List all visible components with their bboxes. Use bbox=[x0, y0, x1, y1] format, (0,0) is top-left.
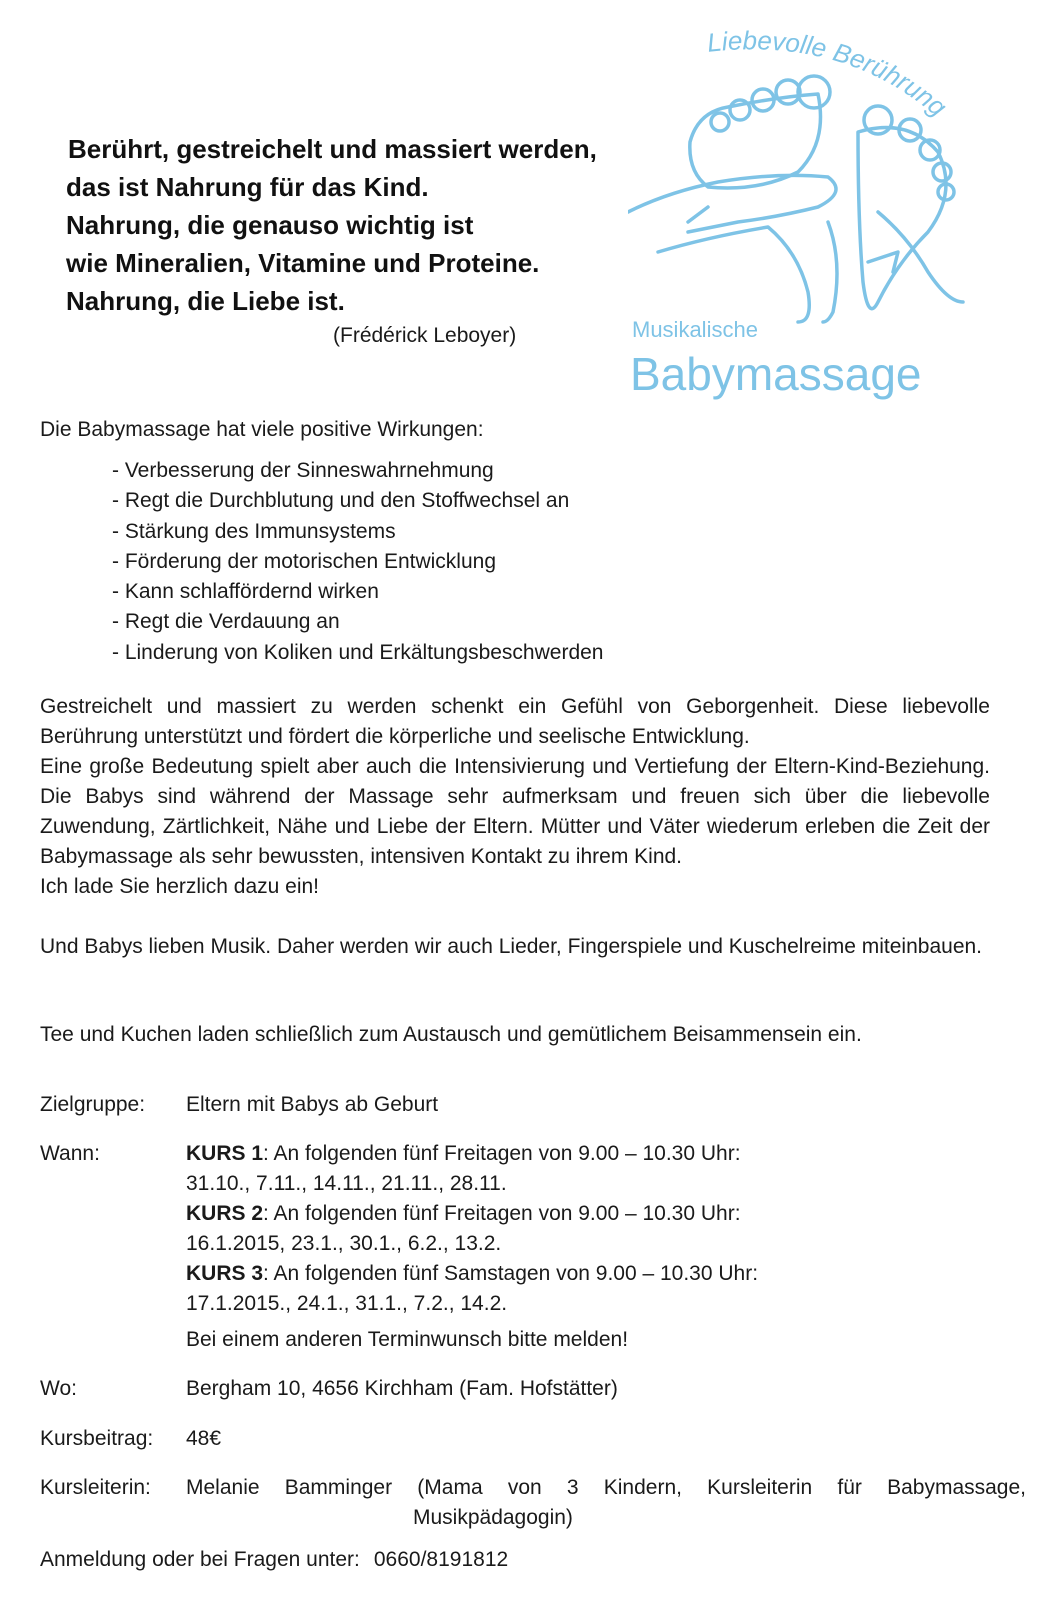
contact-line bbox=[40, 1548, 508, 1572]
quote-line: wie Mineralien, Vitamine und Proteine. bbox=[66, 248, 540, 278]
value-kursbeitrag: 48€ bbox=[186, 1427, 222, 1450]
value-kursleiterin bbox=[186, 1473, 1026, 1533]
logo-top-text: Liebevolle Berührung bbox=[705, 25, 953, 123]
row-kursleiterin bbox=[40, 1473, 1026, 1533]
list-item: - Regt die Verdauung an bbox=[112, 610, 340, 634]
label-kursleiterin: Kursleiterin: bbox=[40, 1476, 151, 1499]
kurs-dates: 31.10., 7.11., 14.11., 21.11., 28.11. bbox=[186, 1172, 507, 1195]
paragraph-geborgenheit bbox=[40, 692, 990, 902]
quote-line: das ist Nahrung für das Kind. bbox=[66, 172, 429, 202]
quote-line: Berührt, gestreichelt und massiert werden, bbox=[68, 134, 597, 164]
paragraph-text: Gestreichelt und massiert zu werden schenkt ein Gefühl von Geborgenheit. Diese liebevolle Berührung unterstützt und fördert die körperliche und seelische Entwicklung. bbox=[40, 695, 990, 748]
row-zielgruppe bbox=[40, 1090, 990, 1120]
leiterin-text: Melanie Bamminger (Mama von 3 Kindern, Kursleiterin für Babymassage, bbox=[186, 1476, 1026, 1499]
kurs-dates: 16.1.2015, 23.1., 30.1., 6.2., 13.2. bbox=[186, 1232, 502, 1255]
paragraph-musik: Und Babys lieben Musik. Daher werden wir auch Lieder, Fingerspiele und Kuschelreime miteinbauen. bbox=[40, 935, 983, 958]
leiterin-text-cont: Musikpädagogin) bbox=[413, 1506, 573, 1529]
row-wann bbox=[40, 1139, 990, 1349]
logo-sub-text: Musikalische bbox=[632, 317, 758, 342]
kurs-2 bbox=[186, 1199, 1026, 1229]
termin-note: Bei einem anderen Terminwunsch bitte melden! bbox=[186, 1328, 629, 1351]
kurs-name: KURS 1 bbox=[186, 1142, 264, 1165]
kurs-3 bbox=[186, 1259, 1026, 1289]
intro-text: Die Babymassage hat viele positive Wirkungen: bbox=[40, 418, 484, 441]
quote-block bbox=[68, 130, 597, 320]
quote-line: Nahrung, die genauso wichtig ist bbox=[66, 210, 474, 240]
label-wann: Wann: bbox=[40, 1142, 100, 1165]
quote-author: (Frédérick Leboyer) bbox=[333, 324, 517, 347]
kurs-1 bbox=[186, 1139, 1026, 1169]
row-kursbeitrag bbox=[40, 1424, 990, 1454]
paragraph-tee: Tee und Kuchen laden schließlich zum Austausch und gemütlichem Beisammensein ein. bbox=[40, 1023, 862, 1046]
list-item: - Kann schlaffördernd wirken bbox=[112, 580, 379, 604]
kurs-name: KURS 3 bbox=[186, 1262, 264, 1285]
logo-main-text: Babymassage bbox=[630, 348, 922, 400]
value-zielgruppe: Eltern mit Babys ab Geburt bbox=[186, 1093, 439, 1116]
value-wann bbox=[186, 1139, 1026, 1355]
kurs-desc: : An folgenden fünf Freitagen von 9.00 – 10.30 Uhr: bbox=[263, 1202, 741, 1225]
kurs-name: KURS 2 bbox=[186, 1202, 264, 1225]
contact-phone: 0660/8191812 bbox=[373, 1548, 509, 1571]
list-item: - Regt die Durchblutung und den Stoffwechsel an bbox=[112, 489, 570, 513]
label-wo: Wo: bbox=[40, 1377, 77, 1400]
label-zielgruppe: Zielgruppe: bbox=[40, 1093, 146, 1116]
quote-line: Nahrung, die Liebe ist. bbox=[66, 286, 345, 316]
paragraph-text: Eine große Bedeutung spielt aber auch die Intensivierung und Vertiefung der Eltern-Kind-Beziehung. Die Babys sind während der Massage sehr aufmerksam und freuen sich über die liebevolle Zuwendung, Zärtlichkeit, Nähe und Liebe der Eltern. Mütter und Väter wiederum erleben die Zeit der Babymassage als sehr bewussten, intensiven Kontakt zu ihrem Kind. bbox=[40, 755, 990, 868]
list-item: - Verbesserung der Sinneswahrnehmung bbox=[112, 459, 494, 482]
contact-label: Anmeldung oder bei Fragen unter: bbox=[40, 1548, 360, 1571]
kurs-desc: : An folgenden fünf Samstagen von 9.00 – 10.30 Uhr: bbox=[263, 1262, 759, 1285]
value-wo: Bergham 10, 4656 Kirchham (Fam. Hofstätter) bbox=[186, 1377, 618, 1400]
babymassage-logo bbox=[628, 22, 1008, 442]
kurs-dates: 17.1.2015., 24.1., 31.1., 7.2., 14.2. bbox=[186, 1292, 508, 1315]
list-item: - Stärkung des Immunsystems bbox=[112, 519, 396, 543]
label-kursbeitrag: Kursbeitrag: bbox=[40, 1427, 154, 1450]
list-item: - Förderung der motorischen Entwicklung bbox=[112, 549, 497, 573]
paragraph-text: Ich lade Sie herzlich dazu ein! bbox=[40, 875, 319, 898]
hand-icon bbox=[628, 175, 836, 232]
kurs-desc: : An folgenden fünf Freitagen von 9.00 – 10.30 Uhr: bbox=[263, 1142, 741, 1165]
list-item: - Linderung von Koliken und Erkältungsbeschwerden bbox=[112, 640, 604, 664]
benefits-list bbox=[112, 456, 603, 668]
row-wo bbox=[40, 1374, 990, 1404]
